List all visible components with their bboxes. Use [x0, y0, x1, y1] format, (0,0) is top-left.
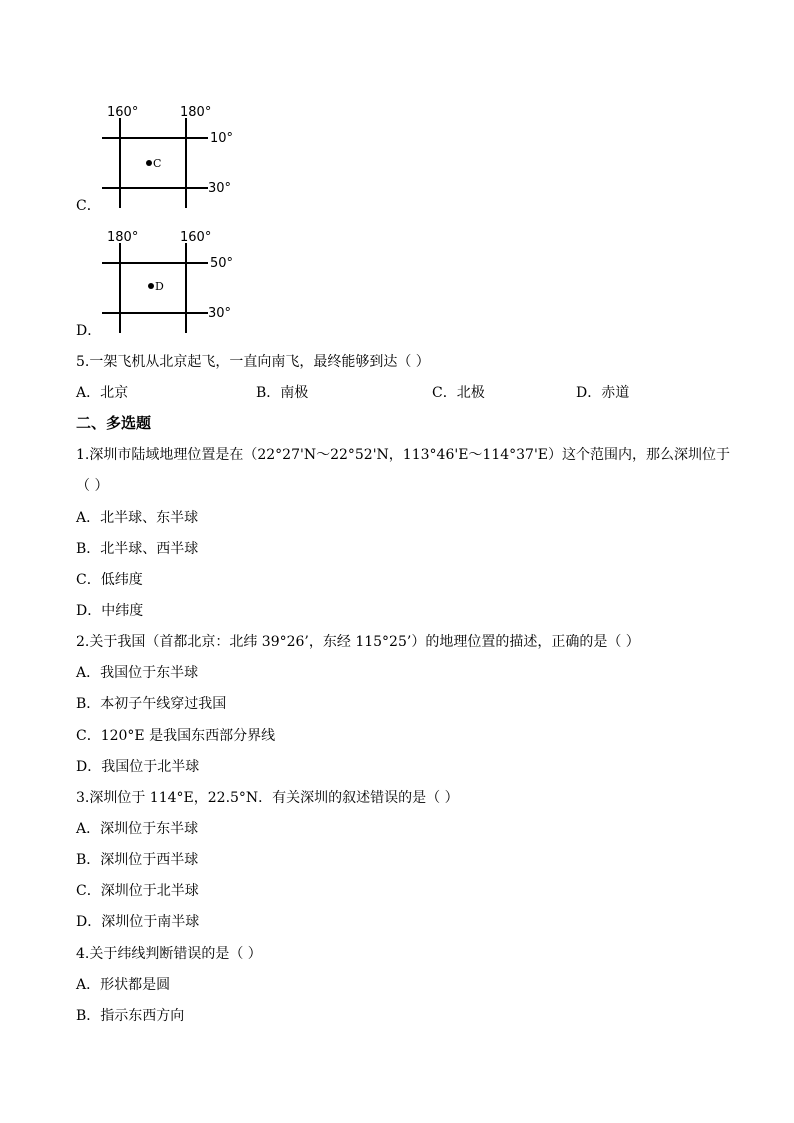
figure-d-top-label-left: 180°: [107, 230, 139, 245]
q5-option-b: B．南极: [256, 385, 309, 401]
mq4-stem: 4.关于纬线判断错误的是（ ）: [76, 946, 262, 962]
option-d-label: D．: [76, 323, 102, 339]
mq4-option-b: B．指示东西方向: [76, 1008, 185, 1024]
mq1-option-b: B．北半球、西半球: [76, 541, 199, 557]
mq3-option-a: A．深圳位于东半球: [76, 821, 199, 837]
q5-option-d: D．赤道: [576, 385, 630, 401]
figure-c-top-label-right: 180°: [180, 105, 212, 120]
figure-d-grid-diagram: [96, 225, 246, 340]
q5-option-a: A．北京: [76, 385, 129, 401]
mq1-option-d: D．中纬度: [76, 603, 144, 619]
section-2-title: 二、多选题: [76, 414, 152, 432]
option-c-label: C．: [76, 198, 101, 214]
mq2-option-b: B．本初子午线穿过我国: [76, 696, 227, 712]
figure-c-top-label-left: 160°: [107, 105, 139, 120]
q5-option-c: C．北极: [432, 385, 485, 401]
figure-d-right-label-top: 50°: [210, 256, 234, 271]
mq3-option-b: B．深圳位于西半球: [76, 852, 199, 868]
mq2-option-c: C．120°E 是我国东西部分界线: [76, 728, 276, 744]
mq1-stem-line2: （ ）: [76, 478, 109, 494]
mq3-option-c: C．深圳位于北半球: [76, 883, 199, 899]
mq4-option-a: A．形状都是圆: [76, 977, 171, 993]
mq3-stem: 3.深圳位于 114°E，22.5°N．有关深圳的叙述错误的是（ ）: [76, 790, 459, 806]
figure-c-point-label: C: [153, 157, 162, 170]
mq2-option-d: D．我国位于北半球: [76, 759, 200, 775]
figure-d-point-label: D: [155, 280, 164, 293]
figure-c-grid-diagram: [96, 100, 246, 215]
question-5-stem: 5.一架飞机从北京起飞，一直向南飞，最终能够到达（ ）: [76, 354, 430, 370]
mq3-option-d: D．深圳位于南半球: [76, 914, 200, 930]
figure-c-right-label-top: 10°: [210, 131, 234, 146]
mq1-option-a: A．北半球、东半球: [76, 510, 199, 526]
figure-d-right-label-bottom: 30°: [208, 306, 232, 321]
figure-c-right-label-bottom: 30°: [208, 181, 232, 196]
mq2-stem: 2.关于我国（首都北京：北纬 39°26’，东经 115°25’）的地理位置的描述，正确的是（ ）: [76, 634, 640, 650]
mq1-option-c: C．低纬度: [76, 572, 143, 588]
figure-c-point-dot: [146, 160, 152, 166]
figure-d-point-dot: [148, 283, 154, 289]
figure-d-top-label-right: 160°: [180, 230, 212, 245]
mq1-stem-line1: 1.深圳市陆域地理位置是在（22°27'N～22°52'N，113°46'E～114°37'E）这个范围内，那么深圳位于: [76, 447, 731, 463]
mq2-option-a: A．我国位于东半球: [76, 665, 199, 681]
